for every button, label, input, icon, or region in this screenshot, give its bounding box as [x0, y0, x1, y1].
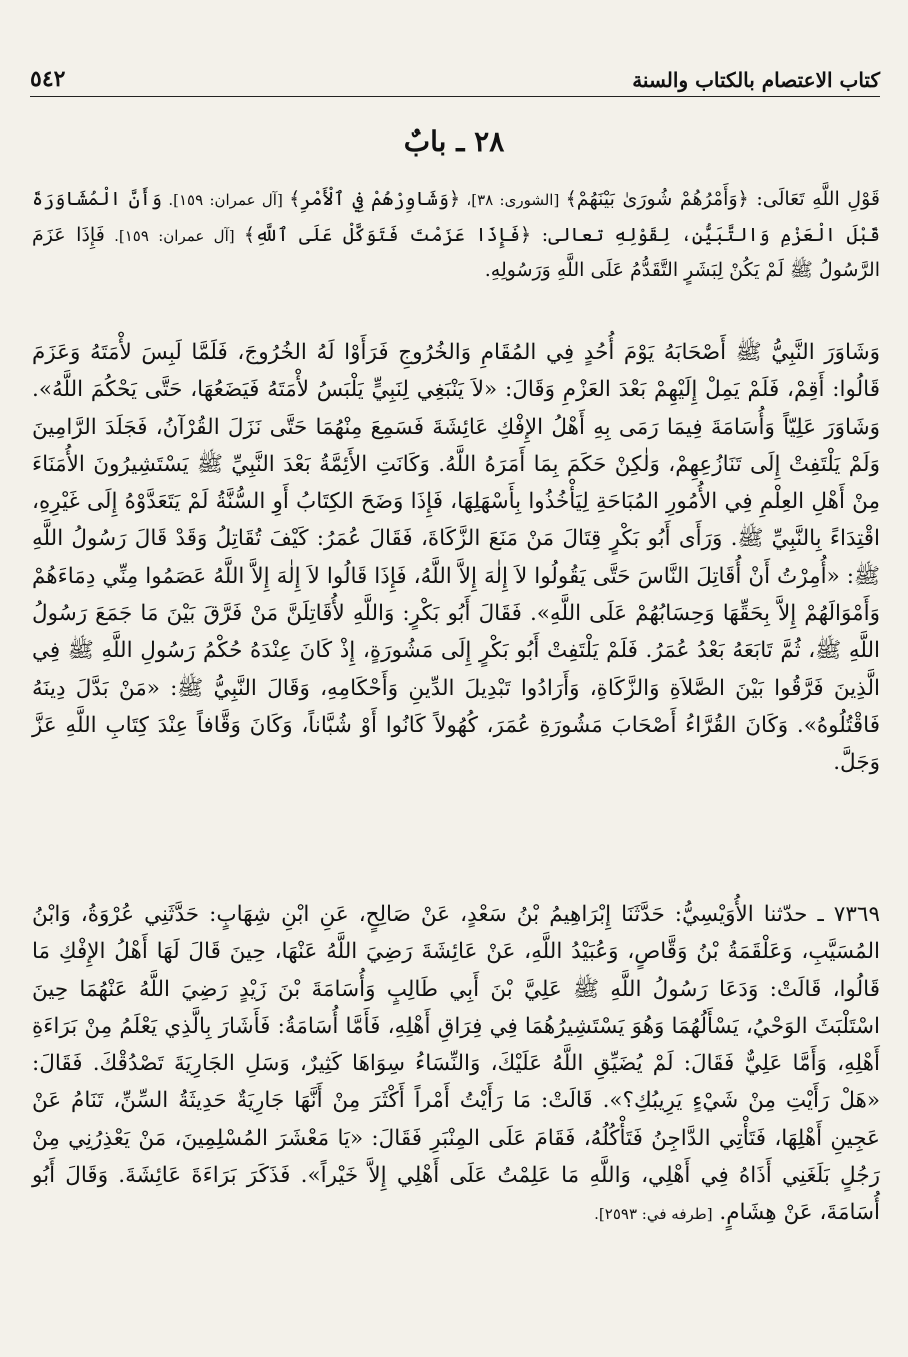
quran-verse: ﴿فَإِذَا عَزَمْتَ فَتَوَكَّلْ عَلَى ٱللَّهِ﴾ — [243, 223, 532, 246]
verse-reference: [آل عمران: ١٥٩]. — [104, 226, 244, 245]
quran-verse: ﴿وَأَمْرُهُمْ شُورَىٰ بَيْنَهُمْ﴾ — [565, 188, 749, 210]
intro-text: وَأَنَّ الْمُشَاوَرَةَ قَبْلَ الْعَزْمِ وَالتَّبَيُّنِ، لِقَوْلِهِ تعالى: — [32, 188, 880, 246]
intro-text: فَإِذَا عَزَمَ الرَّسُولُ ﷺ لَمْ يَكُنْ لِبَشَرٍ التَّقَدُّمُ عَلَى اللَّهِ وَرَسُولِهِ. — [32, 223, 880, 281]
page-number: ٥٤٢ — [30, 66, 66, 92]
hadith-text: ٧٣٦٩ ـ حدّثنا الأُوَيْسِيُّ: حَدَّثَنَا إِبْرَاهِيمُ بْنُ سَعْدٍ، عَنْ صَالِحٍ، عَنِ ابْنِ شِهَابٍ: حَدَّثَنِي عُرْوَةُ، وَابْنُ المُسَيَّبِ، وَعَلْقَمَةُ بْنُ وَقَّاصٍ، وَعُبَيْدُ اللَّهِ، عَنْ عَائِشَةَ رَضِيَ اللَّهُ عَنْهَا، حِينَ قَالَ لَهَا أَهْلُ الإِفْكِ مَا قَالُوا، قَالَتْ: وَدَعَا رَسُولُ اللَّهِ ﷺ عَلِيَّ بْنَ أَبِي طَالِبٍ وَأُسَامَةَ بْنَ زَيْدٍ رَضِيَ اللَّهُ عَنْهُمَا حِينَ اسْتَلْبَثَ الوَحْيُ، يَسْأَلُهُمَا وَهُوَ يَسْتَشِيرُهُمَا فِي فِرَاقِ أَهْلِهِ، فَأَمَّا أُسَامَةُ: فَأَشَارَ بِالَّذِي يَعْلَمُ مِنْ بَرَاءَةِ أَهْلِهِ، وَأَمَّا عَلِيٌّ فَقَالَ: لَمْ يُضَيِّقِ اللَّهُ عَلَيْكَ، وَالنِّسَاءُ سِوَاهَا كَثِيرٌ، وَسَلِ الجَارِيَةَ تَصْدُقْكَ. فَقَالَ: «هَلْ رَأَيْتِ مِنْ شَيْءٍ يَرِيبُكِ؟». قَالَتْ: مَا رَأَيْتُ أَمْراً أَكْثَرَ مِنْ أَنَّهَا جَارِيَةٌ حَدِيثَةُ السِّنِّ، تَنَامُ عَنْ عَجِينِ أَهْلِهَا، فَتَأْتِي الدَّاجِنُ فَتَأْكُلُهُ، فَقَامَ عَلَى المِنْبَرِ فَقَالَ: «يَا مَعْشَرَ المُسْلِمِينَ، مَنْ يَعْذِرُنِي مِنْ رَجُلٍ بَلَغَنِي أَذَاهُ فِي أَهْلِي، وَاللَّهِ مَا عَلِمْتُ عَلَى أَهْلِي إِلاَّ خَيْراً». فَذَكَرَ بَرَاءَةَ عَائِشَةَ. وَقَالَ أَبُو أُسَامَةَ، عَنْ هِشَامٍ. — [32, 902, 880, 1226]
verse-reference: [الشورى: ٣٨]، — [460, 191, 566, 209]
verse-reference: [آل عمران: ١٥٩]. — [162, 191, 290, 209]
quran-verse: ﴿وَشَاوِرْهُمْ فِي ٱلْأَمْرِ﴾ — [289, 188, 461, 210]
cross-reference: [طرفه في: ٢٥٩٣]. — [594, 1205, 713, 1224]
book-title: كتاب الاعتصام بالكتاب والسنة — [632, 68, 880, 92]
hadith-paragraph — [32, 896, 880, 1234]
hadith-7369 — [32, 896, 880, 1234]
chapter-introduction — [32, 182, 880, 288]
running-header — [30, 58, 880, 97]
intro-text: قَوْلِ اللَّهِ تَعَالَى: — [748, 188, 881, 210]
introduction-paragraph — [32, 182, 880, 288]
chapter-heading: ٢٨ ـ بابٌ — [403, 125, 505, 158]
commentary-paragraph — [32, 334, 880, 782]
commentary-text: وَشَاوَرَ النَّبِيُّ ﷺ أَصْحَابَهُ يَوْمَ أُحُدٍ فِي المُقَامِ وَالخُرُوجِ فَرَأَوْا لَهُ الخُرُوجَ، فَلَمَّا لَبِسَ لأْمَتَهُ وَعَزَمَ قَالُوا: أَقِمْ، فَلَمْ يَمِلْ إِلَيْهِمْ بَعْدَ العَزْمِ وَقَالَ: «لاَ يَنْبَغِي لِنَبِيٍّ يَلْبَسُ لأْمَتَهُ فَيَضَعُهَا، حَتَّى يَحْكُمَ اللَّهُ». وَشَاوَرَ عَلِيّاً وَأُسَامَةَ فِيمَا رَمَى بِهِ أَهْلُ الإِفْكِ عَائِشَةَ فَسَمِعَ مِنْهُمَا حَتَّى نَزَلَ القُرْآنُ، فَجَلَدَ الرَّامِينَ وَلَمْ يَلْتَفِتْ إِلَى تَنَازُعِهِمْ، وَلٰكِنْ حَكَمَ بِمَا أَمَرَهُ اللَّهُ. وَكَانَتِ الأَئِمَّةُ بَعْدَ النَّبِيِّ ﷺ يَسْتَشِيرُونَ الأُمَنَاءَ مِنْ أَهْلِ العِلْمِ فِي الأُمُورِ المُبَاحَةِ لِيَأْخُذُوا بِأَسْهَلِهَا، فَإِذَا وَضَحَ الكِتَابُ أَوِ السُّنَّةُ لَمْ يَتَعَدَّوْهُ إِلَى غَيْرِهِ، اقْتِدَاءً بِالنَّبِيِّ ﷺ. وَرَأَى أَبُو بَكْرٍ قِتَالَ مَنْ مَنَعَ الزَّكَاةَ، فَقَالَ عُمَرُ: كَيْفَ تُقَاتِلُ وَقَدْ قَالَ رَسُولُ اللَّهِ ﷺ: «أُمِرْتُ أَنْ أُقَاتِلَ النَّاسَ حَتَّى يَقُولُوا لاَ إِلٰهَ إِلاَّ اللَّهُ، فَإِذَا قَالُوا لاَ إِلٰهَ إِلاَّ اللَّهُ عَصَمُوا مِنِّي دِمَاءَهُمْ وَأَمْوَالَهُمْ إِلاَّ بِحَقِّهَا وَحِسَابُهُمْ عَلَى اللَّهِ». فَقَالَ أَبُو بَكْرٍ: وَاللَّهِ لأُقَاتِلَنَّ مَنْ فَرَّقَ بَيْنَ مَا جَمَعَ رَسُولُ اللَّهِ ﷺ، ثُمَّ تَابَعَهُ بَعْدُ عُمَرُ. فَلَمْ يَلْتَفِتْ أَبُو بَكْرٍ إِلَى مَشُورَةٍ، إِذْ كَانَ عِنْدَهُ حُكْمُ رَسُولِ اللَّهِ ﷺ فِي الَّذِينَ فَرَّقُوا بَيْنَ الصَّلاَةِ وَالزَّكَاةِ، وَأَرَادُوا تَبْدِيلَ الدِّينِ وَأَحْكَامِهِ، وَقَالَ النَّبِيُّ ﷺ: «مَنْ بَدَّلَ دِينَهُ فَاقْتُلُوهُ». وَكَانَ القُرَّاءُ أَصْحَابَ مَشُورَةِ عُمَرَ، كُهُولاً كَانُوا أَوْ شُبَّاناً، وَكَانَ وَقَّافاً عِنْدَ كِتَابِ اللَّهِ عَزَّ وَجَلَّ. — [32, 340, 880, 776]
